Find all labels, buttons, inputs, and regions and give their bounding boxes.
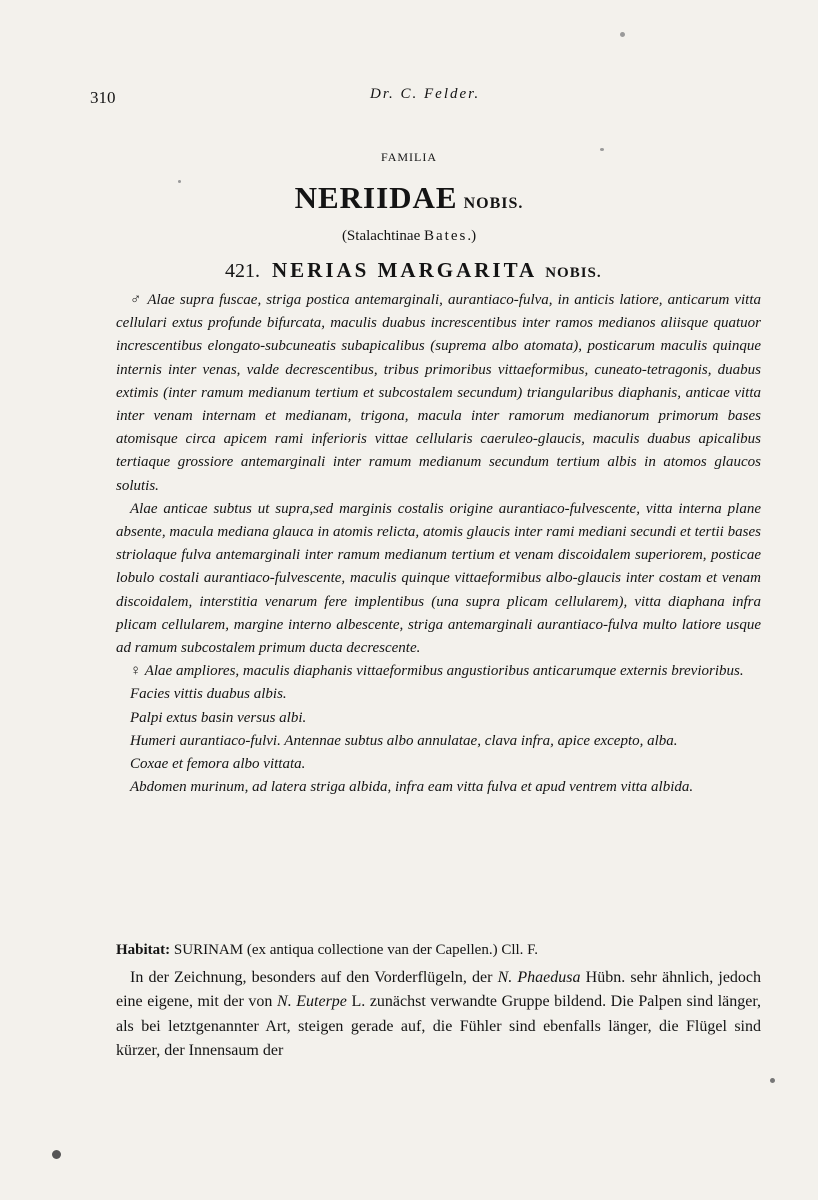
- male-description: ♂ Alae supra fuscae, striga postica antemarginali, aurantiaco-fulva, in anticis latiore, anticarum vitta cellulari extus profunde bifurcata, maculis duabus increscentibus inter ramos medianos aliisque quatuor increscentibus elongato-subcuneatis subapicalibus (suprema albo atomata), posticarum maculis quinque internis inter venas, valde decrescentibus, tribus primoribus vittaeformibus, cuneato-tetragonis, duabus extimis (inter ramum medianum tertium et subcostalem secundum) triangularibus diaphanis, anticae vitta inter venam internam et medianam, trigona, macula inter ramorum medianorum primorum bases atomisque circa apicem rami inferioris vittae cellularis caeruleo-glaucis, maculis duabus apicalibus tertiaque grossiore antemarginali inter ramum medianum secundum tertium albis in atomos glaucos solutis.: [116, 292, 761, 494]
- habitat-text: SURINAM (ex antiqua collectione van der Capellen.) Cll. F.: [173, 942, 539, 958]
- family-author: NOBIS.: [463, 195, 524, 212]
- abdomen-description: Abdomen murinum, ad latera striga albida, infra eam vitta fulva et apud ventrem vitta albida.: [130, 779, 694, 796]
- german-text-1: In der Zeichnung, besonders auf den Vorderflügeln, der: [130, 969, 493, 986]
- synonym-author: Bates: [423, 228, 468, 244]
- habitat-label: Habitat:: [116, 942, 171, 958]
- scan-speck: [620, 32, 625, 37]
- synonym-name: (Stalachtinae: [341, 228, 421, 244]
- german-text-3: L. zunächst verwandte Gruppe bildend. Die Palpen sind länger, als bei letztgenannter Art, steigen gerade auf, die Fühler sind ebenfalls länger, die Flügel sind kürzer, der Innensaum der: [116, 993, 762, 1059]
- family-name: NERIIDAE: [294, 180, 458, 215]
- species-number: 421.: [225, 260, 260, 282]
- palpi-description: Palpi extus basin versus albi.: [130, 709, 307, 726]
- synonym-close: .): [467, 228, 477, 244]
- german-remarks: [116, 966, 761, 1063]
- page-number: 310: [90, 88, 116, 107]
- scan-speck: [52, 1150, 61, 1159]
- german-paragraph: [116, 966, 761, 1063]
- scan-speck: [600, 148, 604, 151]
- species-name: NERIAS MARGARITA: [272, 258, 538, 282]
- latin-description: [116, 289, 761, 799]
- species-heading: [225, 258, 602, 283]
- coxae-description: Coxae et femora albo vittata.: [130, 756, 306, 773]
- familia-label: FAMILIA: [380, 150, 438, 164]
- female-description: ♀ Alae ampliores, maculis diaphanis vittaeformibus angustioribus anticarumque externis brevioribus.: [130, 663, 744, 680]
- scan-speck: [178, 180, 181, 183]
- underside-description: Alae anticae subtus ut supra,sed marginis costalis origine aurantiaco-fulvescente, vitta interna plane absente, macula mediana glauca in atomis relicta, atomis glaucis inter rami mediani secundi et tertii bases striolaque fulva antemarginali inter ramum medianum tertium et venam discoidalem superiorem, posticae lobulo costali aurantiaco-fulvescente, maculis quinque vittaeformibus albo-glaucis inter costam et venam discoidalem, interstitia venarum fere implentibus (una supra plicam cellularem), vitta diaphana infra plicam cellularem, margine interno albescente, striga antemarginali aurantiaco-fulva multo latiore usque ad ramum subcostalem primum ducta decrescente.: [116, 500, 761, 657]
- running-head: Dr. C. Felder.: [370, 86, 481, 102]
- german-text-2: Hübn. sehr ähnlich, jedoch eine eigene, mit der von: [116, 969, 762, 1011]
- humeri-description: Humeri aurantiaco-fulvi. Antennae subtus albo annulatae, clava infra, apice excepto, alba.: [130, 732, 678, 749]
- page-header: [90, 88, 758, 118]
- species-author: NOBIS.: [545, 265, 602, 281]
- species-ref-euterpe: N. Euterpe: [277, 993, 347, 1011]
- family-synonym: [0, 228, 818, 245]
- habitat-line: [116, 942, 761, 959]
- scan-speck: [770, 1078, 775, 1083]
- species-ref-phaedusa: N. Phaedusa: [497, 969, 581, 986]
- family-title: [0, 180, 818, 216]
- facies-description: Facies vittis duabus albis.: [130, 686, 287, 703]
